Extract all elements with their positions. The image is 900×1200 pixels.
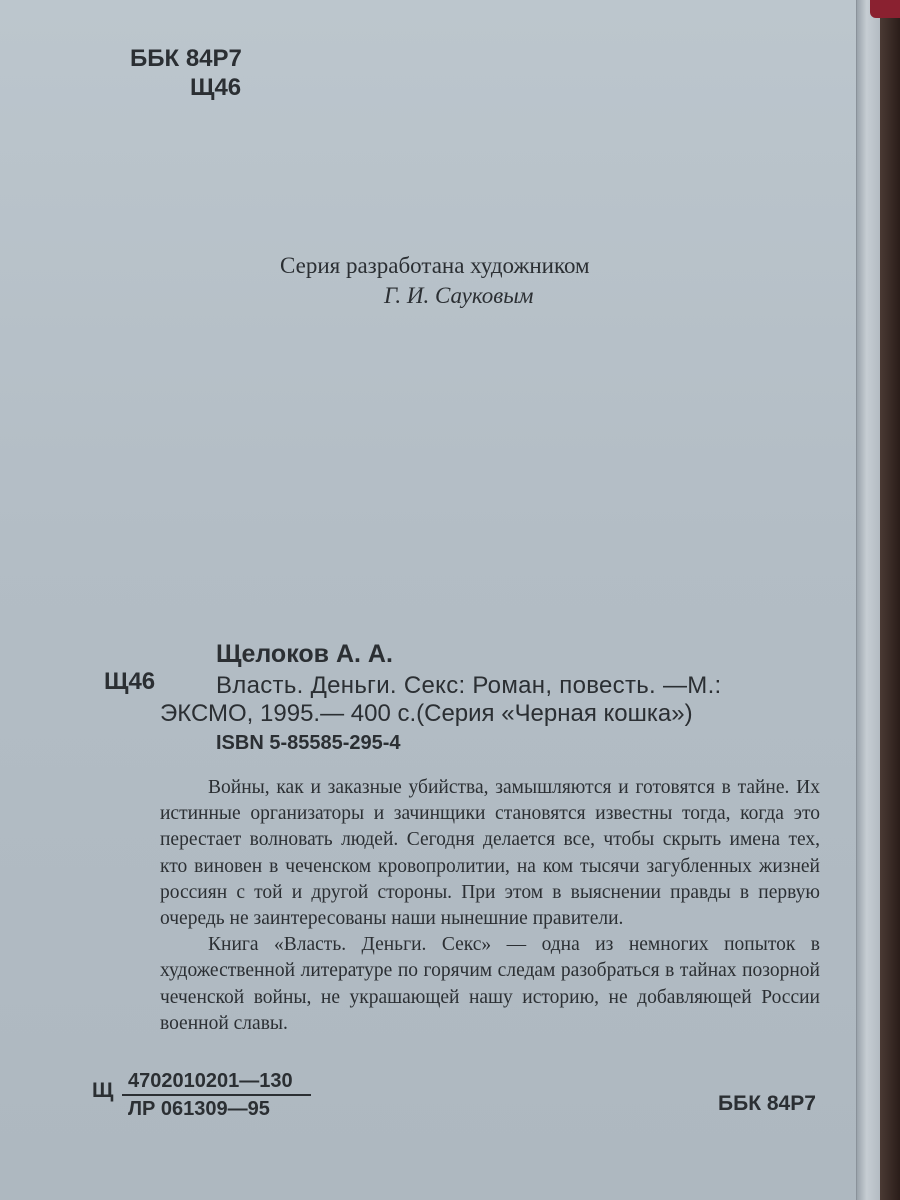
- catalog-code: Щ46: [104, 668, 156, 695]
- imprint-denominator: ЛР 061309—95: [128, 1098, 270, 1120]
- bbk-bottom: ББК 84Р7: [718, 1092, 816, 1115]
- abstract-paragraph: Книга «Власть. Деньги. Секс» — одна из немногих попыток в художественной литературе по горячим следам разобраться в тайнах позорной чеченской войны, не украшающей нашу историю, не добавляющей России военной славы.: [160, 934, 820, 1034]
- imprint-numerator: 4702010201—130: [122, 1070, 311, 1096]
- abstract-paragraph: Войны, как и заказные убийства, замышляются и готовятся в тайне. Их истинные организаторы и зачинщики становятся известны тогда, когда это перестает волновать людей. Сегодня делается все, чтобы скрыть имена тех, кто виновен в чеченском кровопролитии, на ком тысячи загубленных жизней россиян с той и другой стороны. При этом в выяснении правды в первую очередь не заинтересованы наши нынешние правители.: [160, 777, 820, 930]
- page-edge: [856, 0, 881, 1200]
- isbn: ISBN 5-85585-295-4: [216, 732, 401, 754]
- book-abstract: [160, 775, 820, 1037]
- cover-corner: [870, 0, 900, 18]
- bbk-classification: ББК 84Р7: [130, 45, 242, 72]
- catalog-description-line2: ЭКСМО, 1995.— 400 с.(Серия «Черная кошка»): [160, 700, 693, 727]
- catalog-author: Щелоков А. А.: [216, 640, 393, 668]
- series-credit-line1: Серия разработана художником: [280, 253, 590, 278]
- series-credit-artist: Г. И. Сауковым: [384, 283, 534, 308]
- author-code: Щ46: [190, 74, 242, 101]
- book-spine: [880, 0, 900, 1200]
- catalog-description-line1: Власть. Деньги. Секс: Роман, повесть. —М.:: [216, 672, 722, 699]
- imprint-letter: Щ: [92, 1079, 114, 1102]
